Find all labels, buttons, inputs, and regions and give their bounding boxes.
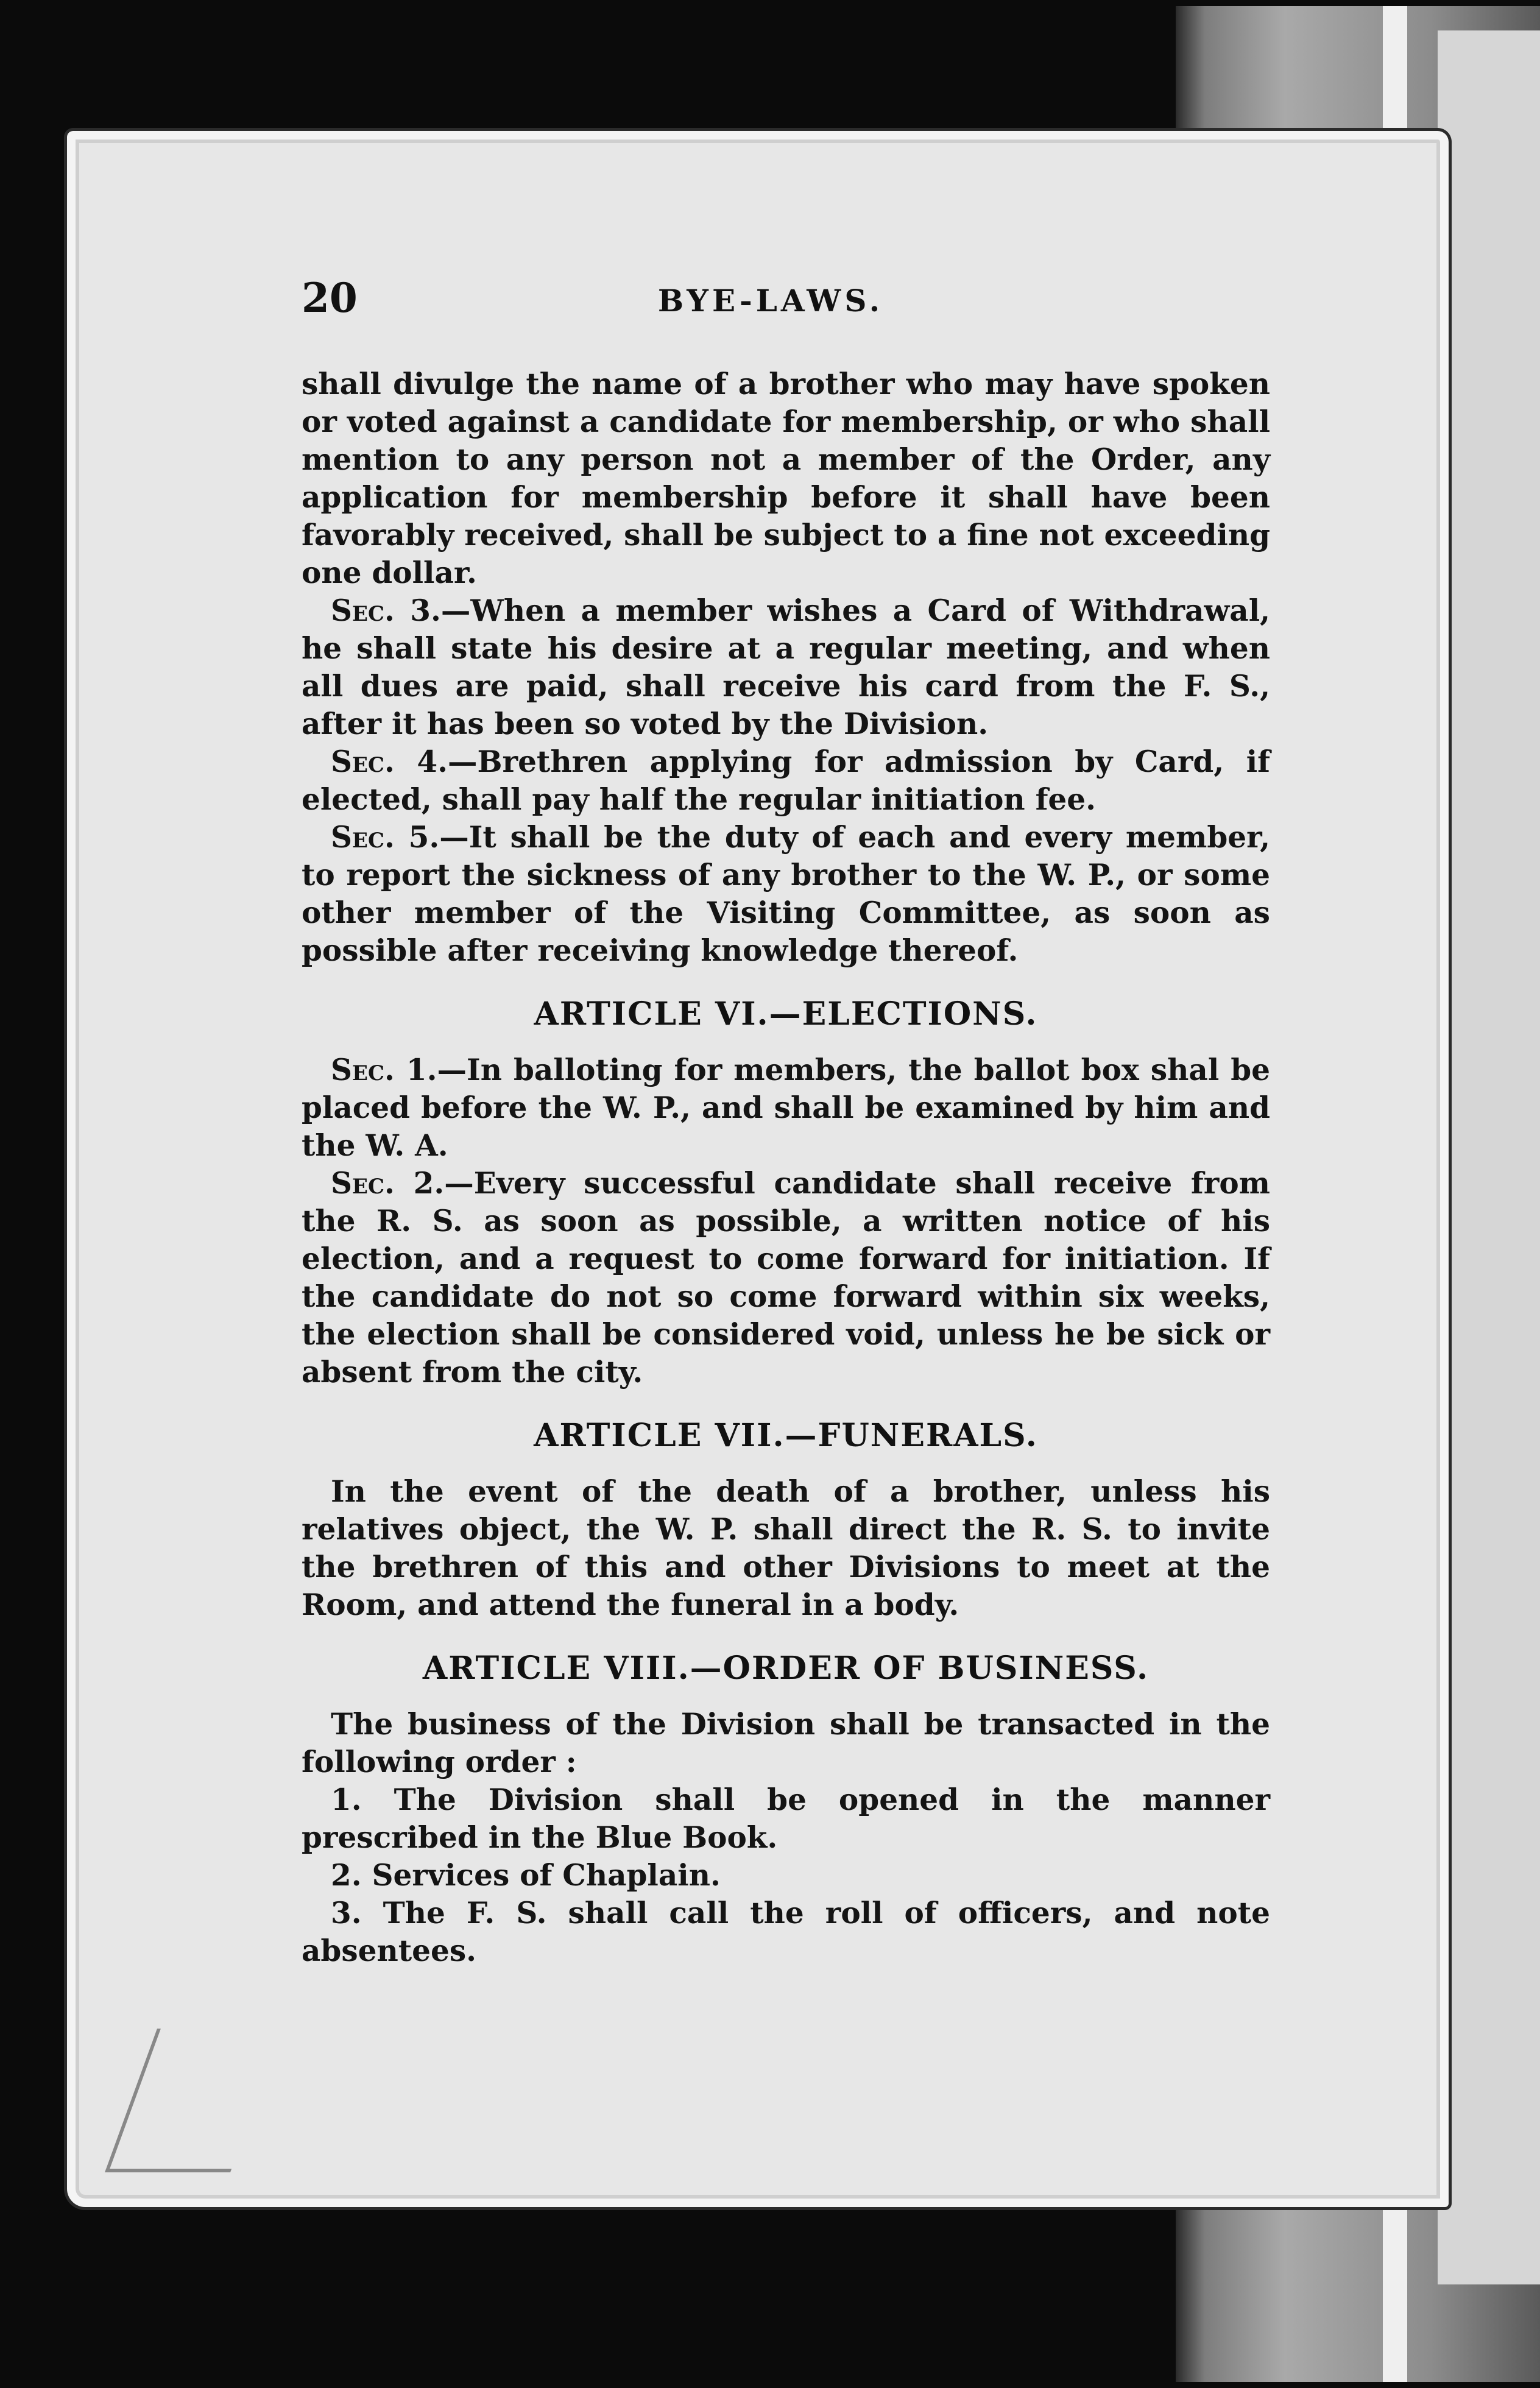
list-item: 1. The Division shall be opened in the manner prescribed in the Blue Book. — [302, 1782, 1270, 1855]
paragraph-continued: shall divulge the name of a brother who may have spoken or voted against a candidate for membership, or who shall mention to any person not a member of the Order, any application for membership before it shall have been favorably received, shall be subject to a fine not exceeding one dollar. — [302, 367, 1270, 590]
article-8-intro: The business of the Division shall be transacted in the following order : — [302, 1707, 1270, 1779]
running-head: BYE-LAWS. — [657, 283, 884, 319]
section-text: —It shall be the duty of each and every member, to report the sickness of any brother to the W. P., or some other member of the Visiting Committee, as soon as possible after receiving knowledge thereof. — [302, 820, 1270, 968]
article-7-text: In the event of the death of a brother, unless his relatives object, the W. P. shall direct the R. S. to invite the brethren of this and other Divisions to meet at the Room, and attend the funeral in a body. — [302, 1474, 1270, 1622]
page-header — [302, 274, 1252, 329]
section-label: Sec. 2. — [331, 1166, 445, 1201]
section-text: —Every successful candidate shall receive from the R. S. as soon as possible, a written notice of his election, and a request to come forward for initiation. If the candidate do not so come forward within six weeks, the election shall be considered void, unless he be sick or absent from the city. — [302, 1166, 1270, 1390]
page-edge-dim — [1438, 30, 1540, 2284]
article-7-heading: ARTICLE VII.—FUNERALS. — [534, 1417, 1038, 1454]
article-8-heading: ARTICLE VIII.—ORDER OF BUSINESS. — [422, 1650, 1150, 1687]
section-label: Sec. 5. — [331, 820, 440, 855]
section-text: —Brethren applying for admission by Card, if elected, shall pay half the regular initiation fee. — [302, 744, 1270, 817]
list-item: 2. Services of Chaplain. — [331, 1858, 721, 1893]
section-label: Sec. 1. — [331, 1053, 437, 1087]
section-4 — [302, 743, 1270, 819]
section-3 — [302, 592, 1270, 743]
section-text: —When a member wishes a Card of Withdrawal, he shall state his desire at a regular meeting, and when all dues are paid, shall receive his card from the F. S., after it has been so voted by the Division. — [302, 593, 1270, 741]
article-6-heading: ARTICLE VI.—ELECTIONS. — [534, 995, 1038, 1033]
list-item: 3. The F. S. shall call the roll of officers, and note absentees. — [302, 1896, 1270, 1968]
section-5 — [302, 819, 1270, 970]
article-6-section-1 — [302, 1051, 1270, 1165]
section-label: Sec. 4. — [331, 744, 448, 779]
page-text — [302, 366, 1270, 1970]
section-label: Sec. 3. — [331, 593, 441, 628]
page-number: 20 — [302, 274, 358, 322]
article-6-section-2 — [302, 1165, 1270, 1391]
section-text: —In balloting for members, the ballot box shal be placed before the W. P., and shall be examined by him and the W. A. — [302, 1053, 1270, 1163]
